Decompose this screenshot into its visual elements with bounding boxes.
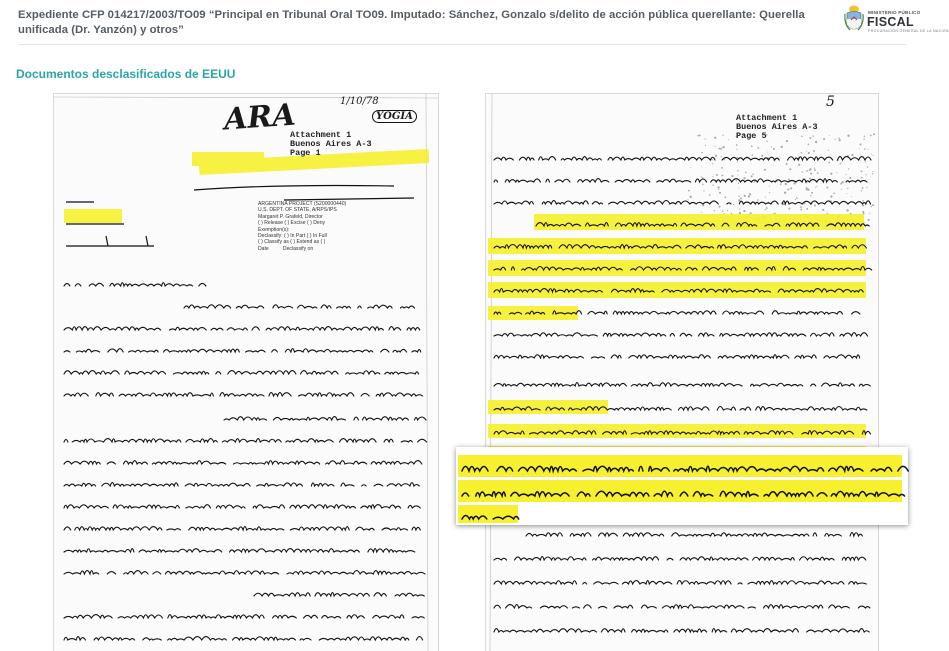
scan-speckle — [847, 135, 849, 137]
scan-speckle — [704, 138, 705, 139]
scan-speckle — [733, 204, 734, 205]
scan-speckle — [722, 210, 724, 212]
highlighted-excerpt-zoom[interactable] — [456, 447, 908, 525]
scan-speckle — [712, 163, 713, 164]
scan-speckle — [849, 177, 851, 179]
scan-speckle — [830, 173, 832, 175]
scan-speckle — [862, 211, 864, 213]
scan-speckle — [752, 174, 754, 176]
scan-speckle — [738, 187, 739, 188]
scan-speckle — [744, 195, 746, 197]
handwriting-line — [64, 637, 423, 641]
scan-speckle — [839, 139, 841, 141]
coat-of-arms-icon — [844, 4, 864, 34]
scan-speckle — [806, 151, 807, 152]
scan-speckle — [851, 154, 853, 156]
scan-speckle — [859, 149, 860, 150]
scan-speckle — [841, 189, 842, 190]
scan-speckle — [808, 152, 810, 154]
declassified-document-right[interactable] — [486, 94, 878, 651]
scan-speckle — [814, 167, 815, 168]
scan-speckle — [736, 149, 737, 150]
handwriting-line — [64, 371, 426, 374]
scan-speckle — [727, 210, 728, 211]
scan-speckle — [822, 209, 824, 211]
scan-speckle — [810, 195, 811, 196]
scan-speckle — [743, 210, 745, 212]
scan-speckle — [826, 211, 827, 212]
handwriting-line — [64, 615, 424, 618]
scan-speckle — [714, 210, 715, 211]
scan-speckle — [813, 150, 815, 152]
scan-speckle — [720, 148, 722, 150]
scan-speckle — [863, 138, 864, 139]
scan-speckle — [699, 134, 701, 136]
scan-speckle — [800, 152, 802, 154]
scan-speckle — [737, 162, 738, 163]
scan-speckle — [701, 152, 702, 153]
scan-speckle — [724, 159, 725, 160]
excerpt-scan — [456, 447, 908, 525]
scan-speckle — [816, 186, 817, 187]
handwriting-line — [526, 533, 867, 536]
scan-speckle — [861, 177, 863, 179]
scan-speckle — [841, 181, 843, 183]
page-number-right: 5 — [826, 94, 835, 110]
scan-speckle — [701, 166, 702, 167]
scan-speckle — [864, 136, 866, 138]
scan-speckle — [828, 150, 829, 151]
scan-speckle — [846, 209, 848, 211]
scan-speckle — [718, 148, 720, 150]
scan-speckle — [810, 173, 812, 175]
scan-speckle — [703, 190, 704, 191]
scan-speckle — [860, 154, 861, 155]
attachment-label-right: Attachment 1 Buenos Aires A-3 Page 5 — [736, 113, 818, 141]
handwriting-line — [494, 581, 866, 584]
ministerio-publico-fiscal-logo[interactable] — [842, 4, 949, 38]
scan-speckle — [811, 192, 813, 194]
scan-speckle — [713, 145, 714, 146]
scan-speckle — [736, 144, 738, 146]
scan-speckle — [814, 169, 816, 171]
handwriting-line — [64, 393, 423, 396]
scan-speckle — [815, 187, 816, 188]
scan-speckle — [766, 207, 768, 209]
scan-speckle — [688, 190, 690, 192]
logo-ministerio: MINISTERIO PÚBLICO — [868, 10, 921, 15]
scan-speckle — [848, 169, 849, 170]
scan-speckle — [714, 202, 715, 203]
handwriting-line — [494, 557, 871, 560]
scan-speckle — [714, 137, 716, 139]
scan-speckle — [808, 144, 810, 146]
scan-speckle — [790, 187, 792, 189]
scan-speckle — [851, 196, 852, 197]
scan-speckle — [806, 187, 808, 189]
scan-speckle — [738, 183, 739, 184]
handwriting-line — [184, 305, 414, 308]
scan-speckle — [783, 203, 785, 205]
scan-speckle — [757, 147, 759, 149]
scan-speckle — [873, 133, 875, 135]
scan-speckle — [739, 208, 740, 209]
scan-speckle — [716, 174, 718, 176]
scan-speckle — [866, 174, 867, 175]
scan-speckle — [701, 176, 702, 177]
document-scan-right — [486, 94, 878, 651]
scan-speckle — [800, 206, 802, 208]
handwriting-line — [494, 605, 870, 609]
scan-speckle — [801, 171, 802, 172]
handwriting-line — [64, 571, 425, 575]
scan-speckle — [721, 156, 722, 157]
scan-speckle — [846, 174, 847, 175]
scan-speckle — [751, 145, 753, 147]
scan-speckle — [836, 172, 837, 173]
scan-speckle — [765, 209, 766, 210]
scan-speckle — [715, 146, 716, 147]
scan-speckle — [750, 194, 751, 195]
attachment-label-left: Attachment 1 Buenos Aires A-3 Page 1 — [290, 130, 372, 158]
scan-speckle — [861, 160, 862, 161]
scan-speckle — [722, 175, 724, 177]
scan-speckle — [814, 204, 816, 206]
scan-speckle — [838, 137, 840, 139]
scan-speckle — [869, 213, 870, 214]
handwriting-line — [494, 179, 867, 182]
handwriting-line — [224, 417, 432, 420]
expediente-title: Expediente CFP 014217/2003/TO09 “Principal en Tribunal Oral TO09. Imputado: Sánchez, Gonzalo s/delito de acción pública querellante: Querella unificada (Dr. Yanzón) y otros” — [18, 9, 805, 36]
logo-fiscal: FISCAL — [867, 15, 914, 29]
scan-speckle — [719, 192, 721, 194]
header-divider — [18, 44, 906, 45]
scan-speckle — [873, 155, 874, 156]
logo-nacion: PROCURACIÓN GENERAL DE LA NACIÓN — [868, 29, 949, 33]
scan-speckle — [793, 182, 795, 184]
scan-speckle — [738, 199, 740, 201]
scan-speckle — [840, 163, 841, 164]
scan-speckle — [806, 170, 808, 172]
declassified-document-left[interactable] — [54, 94, 438, 651]
scan-speckle — [870, 135, 872, 137]
scan-speckle — [850, 206, 851, 207]
scan-speckle — [771, 146, 772, 147]
scan-speckle — [769, 186, 770, 187]
declassification-stamp: ARGENTINA PROJECT (S200000440) U.S. DEPT. OF STATE, A/RPS/IPS Margaret P. Grafeld, Director ( ) Release ( ) Excise ( ) Deny Exemption(s): Declassify: ( ) In Part ( ) In Full ( ) Classify as ( ) Extend as ( ) Date Declassify on — [258, 201, 347, 252]
scan-speckle — [784, 192, 786, 194]
scan-speckle — [826, 186, 828, 188]
scan-speckle — [828, 162, 830, 164]
scan-speckle — [867, 166, 868, 167]
scan-speckle — [871, 153, 872, 154]
scan-speckle — [862, 187, 864, 189]
scan-speckle — [865, 161, 866, 162]
scan-speckle — [764, 169, 766, 171]
scan-speckle — [830, 195, 832, 197]
scan-speckle — [718, 206, 720, 208]
scan-speckle — [738, 196, 739, 197]
scan-speckle — [823, 138, 825, 140]
scan-speckle — [722, 146, 724, 148]
scan-speckle — [864, 148, 865, 149]
scan-speckle — [871, 206, 872, 207]
handwriting-line — [494, 333, 868, 336]
handwriting-line — [494, 201, 871, 205]
scan-speckle — [785, 183, 787, 185]
handwriting-line — [64, 439, 427, 442]
scan-speckle — [841, 163, 842, 164]
scan-speckle — [847, 193, 848, 194]
scan-speckle — [702, 184, 704, 186]
scan-speckle — [709, 194, 711, 196]
scan-speckle — [745, 172, 747, 174]
handwriting-line — [64, 283, 206, 286]
scan-speckle — [705, 145, 706, 146]
scan-speckle — [701, 212, 702, 213]
scan-speckle — [781, 146, 783, 148]
scan-speckle — [711, 159, 713, 161]
handwriting-line — [494, 157, 871, 160]
scan-speckle — [868, 219, 870, 221]
scan-speckle — [718, 189, 719, 190]
scan-speckle — [795, 199, 796, 200]
scan-speckle — [861, 190, 862, 191]
scan-speckle — [765, 197, 766, 198]
scan-speckle — [738, 174, 739, 175]
scan-speckle — [721, 150, 722, 151]
scan-speckle — [809, 178, 811, 180]
scan-speckle — [725, 196, 727, 198]
scan-speckle — [798, 164, 800, 166]
hand-title-ara: ARA — [222, 97, 297, 138]
scan-speckle — [690, 197, 691, 198]
scan-speckle — [796, 197, 798, 199]
scan-speckle — [840, 183, 842, 185]
scan-speckle — [872, 204, 874, 206]
handwriting-line — [494, 383, 870, 386]
scan-speckle — [786, 141, 787, 142]
scan-speckle — [872, 173, 873, 174]
scan-speckle — [775, 213, 776, 214]
scan-speckle — [815, 141, 817, 143]
scan-speckle — [848, 168, 849, 169]
scan-speckle — [833, 193, 835, 195]
scan-speckle — [751, 154, 753, 156]
scan-speckle — [868, 149, 869, 150]
scan-speckle — [731, 213, 732, 214]
scan-speckle — [767, 152, 768, 153]
scan-speckle — [712, 184, 713, 185]
scan-speckle — [862, 204, 864, 206]
scan-speckle — [835, 139, 836, 140]
handwriting-line — [64, 349, 421, 352]
hand-yogia: YOGIA — [372, 110, 417, 123]
scan-speckle — [731, 175, 733, 177]
section-title: Documentos desclasificados de EEUU — [16, 67, 236, 81]
handwriting-line — [494, 355, 867, 358]
scan-speckle — [773, 148, 775, 150]
scan-speckle — [780, 183, 782, 185]
scan-speckle — [722, 135, 723, 136]
handwriting-line — [64, 549, 423, 552]
scan-speckle — [761, 155, 763, 157]
scan-speckle — [750, 212, 752, 214]
handwriting-line — [64, 483, 419, 486]
scan-speckle — [872, 171, 873, 172]
handwriting-line — [64, 527, 428, 530]
scan-speckle — [817, 172, 819, 174]
scan-speckle — [789, 168, 791, 170]
scan-speckle — [740, 197, 742, 199]
scan-speckle — [861, 171, 863, 173]
scan-speckle — [687, 199, 688, 200]
scan-speckle — [754, 181, 756, 183]
scan-speckle — [717, 186, 719, 188]
document-scan-left — [54, 94, 438, 651]
scan-speckle — [728, 139, 729, 140]
scan-speckle — [847, 188, 848, 189]
page-header — [18, 8, 808, 38]
handwriting-line — [494, 629, 869, 632]
scan-speckle — [712, 176, 713, 177]
handwriting-line — [64, 327, 420, 330]
scan-speckle — [786, 163, 788, 165]
scan-speckle — [715, 155, 717, 157]
scan-speckle — [697, 135, 698, 136]
scan-speckle — [690, 167, 691, 168]
handwriting-line — [64, 505, 420, 508]
scan-speckle — [787, 188, 789, 190]
scan-speckle — [859, 143, 861, 145]
scan-speckle — [788, 208, 790, 210]
scan-speckle — [748, 195, 750, 197]
scan-speckle — [757, 199, 759, 201]
scan-speckle — [744, 177, 746, 179]
handwriting-line — [64, 461, 422, 464]
scan-speckle — [736, 180, 737, 181]
scan-speckle — [788, 179, 790, 181]
scan-speckle — [769, 192, 770, 193]
scan-speckle — [829, 135, 830, 136]
scan-speckle — [809, 168, 811, 170]
scan-speckle — [857, 176, 858, 177]
handwriting-line — [254, 593, 429, 596]
scan-speckle — [721, 167, 723, 169]
scan-speckle — [800, 209, 802, 211]
scan-speckle — [751, 175, 753, 177]
scan-speckle — [866, 187, 867, 188]
scan-speckle — [806, 208, 808, 210]
scan-speckle — [737, 170, 739, 172]
scan-speckle — [862, 200, 864, 202]
hand-date: 1/10/78 — [340, 96, 379, 107]
